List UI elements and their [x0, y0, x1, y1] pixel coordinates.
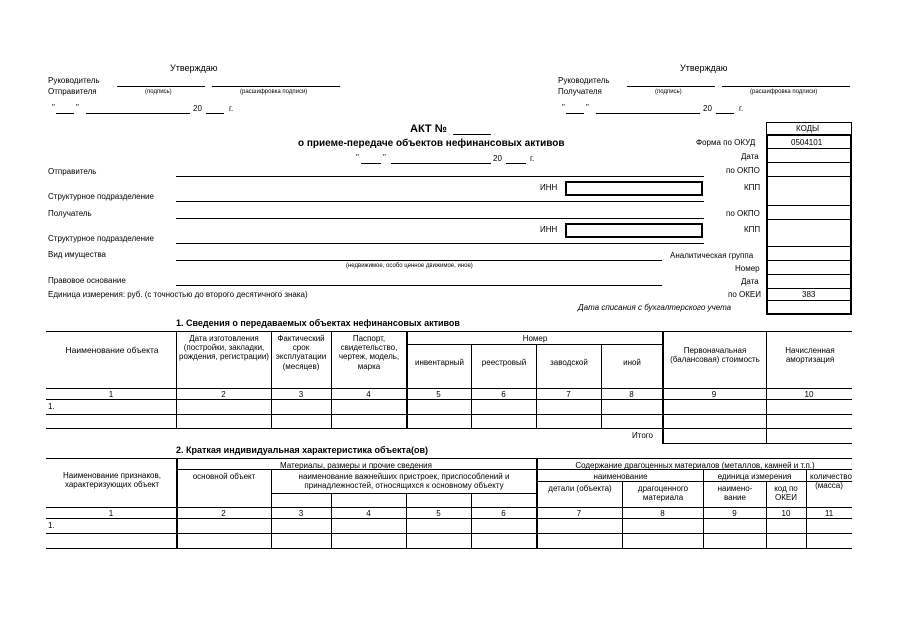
legal-basis-label: Правовое основание	[48, 276, 126, 285]
s1-h-passport: Паспорт, свидетельство, чертеж, модель, марка	[338, 334, 400, 371]
quote-open-right: "	[562, 103, 565, 112]
sender-label: Отправителя	[48, 87, 97, 96]
s1-h-cost: Первоначальная (балансовая) стоимость	[670, 346, 760, 365]
legal-basis-line[interactable]	[176, 285, 662, 286]
receiver-field-line[interactable]	[176, 218, 704, 219]
s1-h-other: иной	[623, 358, 641, 367]
struct2-label: Структурное подразделение	[48, 234, 154, 243]
year-line[interactable]	[206, 113, 224, 114]
decode-line[interactable]	[212, 86, 340, 87]
act-year-prefix: 20	[493, 154, 502, 163]
s2-h-details: детали (объекта)	[548, 484, 612, 493]
sign-hint-right: (подпись)	[655, 89, 682, 95]
act-day-line[interactable]	[361, 163, 381, 164]
inn1-box[interactable]	[565, 181, 703, 196]
s2-h-material: драгоценного материала	[637, 484, 689, 503]
act-number-line[interactable]	[453, 134, 491, 135]
unit-label: Единица измерения: руб. (с точностью до второго десятичного знака)	[48, 290, 308, 299]
decode-hint: (расшифровка подписи)	[240, 89, 308, 95]
section2-title: 2. Краткая индивидуальная характеристика объекта(ов)	[176, 445, 428, 455]
s1-h-date: Дата изготовления (постройки, закладки, рождения, регистрации)	[179, 334, 269, 362]
act-month-line[interactable]	[391, 163, 491, 164]
struct2-line[interactable]	[176, 243, 704, 244]
s2-h-precious: Содержание драгоценных материалов (металлов, камней и т.п.)	[575, 461, 815, 470]
sender-field-line[interactable]	[176, 176, 704, 177]
approve-right-label: Утверждаю	[680, 63, 728, 73]
receiver-field-label: Получатель	[48, 209, 92, 218]
s1-total-label: Итого	[632, 431, 653, 440]
property-hint: (недвижимое, особо ценное движимое, иное)	[346, 263, 473, 269]
s2-h-qty: количество (масса)	[810, 472, 852, 491]
s2-h-main: основной объект	[192, 472, 256, 481]
s2-h-name: Наименование признаков, характеризующих объект	[63, 471, 161, 490]
act-quote-close: "	[383, 153, 386, 162]
s1-h-amort: Начисленная амортизация	[785, 346, 835, 365]
s1-h-factory: заводской	[550, 358, 588, 367]
s1-col-1: 1	[108, 390, 114, 399]
s2-h-naming: наименование	[593, 472, 648, 481]
year-suffix: г.	[229, 104, 234, 113]
s2-col-6: 6	[501, 509, 506, 518]
quote-close-right: "	[586, 103, 589, 112]
act-year-line[interactable]	[506, 163, 526, 164]
date-label: Дата	[741, 152, 759, 161]
s1-col-5: 5	[436, 390, 441, 399]
receiver-label: Получателя	[558, 87, 602, 96]
s1-h-number: Номер	[522, 334, 548, 343]
s1-col-3: 3	[298, 390, 304, 399]
s1-col-4: 4	[366, 390, 371, 399]
s2-row-num: 1.	[48, 521, 55, 530]
act-subtitle: о приеме-передаче объектов нефинансовых активов	[298, 138, 565, 149]
month-line[interactable]	[86, 113, 190, 114]
day-line-right[interactable]	[566, 113, 584, 114]
act-title: АКТ №	[410, 123, 447, 135]
day-line[interactable]	[56, 113, 74, 114]
s2-col-8: 8	[660, 509, 665, 518]
head-label: Руководитель	[48, 76, 100, 85]
year-line-right[interactable]	[716, 113, 734, 114]
s1-h-inv: инвентарный	[414, 358, 465, 367]
sign-hint: (подпись)	[145, 89, 172, 95]
okei-value: 383	[802, 290, 816, 299]
s1-h-name: Наименование объекта	[65, 345, 159, 355]
quote-open: "	[52, 103, 55, 112]
s2-col-2: 2	[221, 509, 226, 518]
year-prefix: 20	[193, 104, 202, 113]
s2-col-1: 1	[108, 509, 114, 518]
decode-hint-right: (расшифровка подписи)	[750, 89, 818, 95]
s1-col-6: 6	[501, 390, 506, 399]
inn1-label: ИНН	[540, 183, 558, 192]
s1-h-reg: реестровый	[481, 358, 527, 367]
year-prefix-right: 20	[703, 104, 712, 113]
s2-col-10: 10	[781, 509, 791, 518]
s1-row-num: 1.	[48, 402, 55, 411]
s1-h-term: Фактический срок эксплуатации (месяцев)	[275, 334, 327, 371]
s1-col-7: 7	[566, 390, 571, 399]
s1-col-8: 8	[629, 390, 634, 399]
okpo-label: по ОКПО	[726, 166, 760, 175]
property-kind-label: Вид имущества	[48, 250, 106, 259]
struct1-line[interactable]	[176, 201, 704, 202]
kpp-label: КПП	[744, 183, 761, 192]
section1-title: 1. Сведения о передаваемых объектах нефинансовых активов	[176, 318, 460, 328]
s2-col-4: 4	[366, 509, 371, 518]
s2-h-uname: наимено- вание	[717, 484, 753, 503]
okpo2-label: по ОКПО	[726, 209, 760, 218]
approve-left-label: Утверждаю	[170, 63, 218, 73]
signature-line[interactable]	[117, 86, 205, 87]
head-label-right: Руководитель	[558, 76, 610, 85]
signature-line-right[interactable]	[627, 86, 715, 87]
number-label: Номер	[735, 264, 760, 273]
s2-h-unit: единица измерения	[717, 472, 792, 481]
codes-header: КОДЫ	[796, 124, 820, 133]
month-line-right[interactable]	[596, 113, 700, 114]
decode-line-right[interactable]	[722, 86, 850, 87]
s2-h-materials: Материалы, размеры и прочие сведения	[280, 461, 432, 470]
quote-close: "	[76, 103, 79, 112]
act-year-suffix: г.	[530, 154, 535, 163]
property-kind-line[interactable]	[176, 260, 662, 261]
writeoff-label: Дата списания с бухгалтерского учета	[578, 303, 732, 312]
s1-col-10: 10	[804, 390, 814, 399]
act-quote-open: "	[356, 153, 359, 162]
s1-col-2: 2	[221, 390, 226, 399]
form-okud-value: 0504101	[791, 138, 823, 147]
inn2-label: ИНН	[540, 225, 558, 234]
struct1-label: Структурное подразделение	[48, 192, 154, 201]
inn2-box[interactable]	[565, 223, 703, 238]
s2-col-9: 9	[732, 509, 737, 518]
year-suffix-right: г.	[739, 104, 744, 113]
s2-h-okei: код по ОКЕИ	[774, 484, 798, 503]
okei-label: по ОКЕИ	[728, 290, 761, 299]
s2-col-3: 3	[298, 509, 304, 518]
kpp2-label: КПП	[744, 225, 761, 234]
s2-col-5: 5	[436, 509, 441, 518]
s2-col-7: 7	[576, 509, 582, 518]
analytic-group-label: Аналитическая группа	[670, 251, 754, 260]
date2-label: Дата	[741, 277, 759, 286]
form-okud-label: Форма по ОКУД	[696, 138, 756, 147]
s2-col-11: 11	[824, 509, 834, 518]
s1-col-9: 9	[711, 390, 717, 399]
sender-field-label: Отправитель	[48, 167, 97, 176]
s2-h-parts: наименование важнейших пристроек, приспособлений и принадлежностей, относящихся к основному объекту	[298, 472, 510, 491]
